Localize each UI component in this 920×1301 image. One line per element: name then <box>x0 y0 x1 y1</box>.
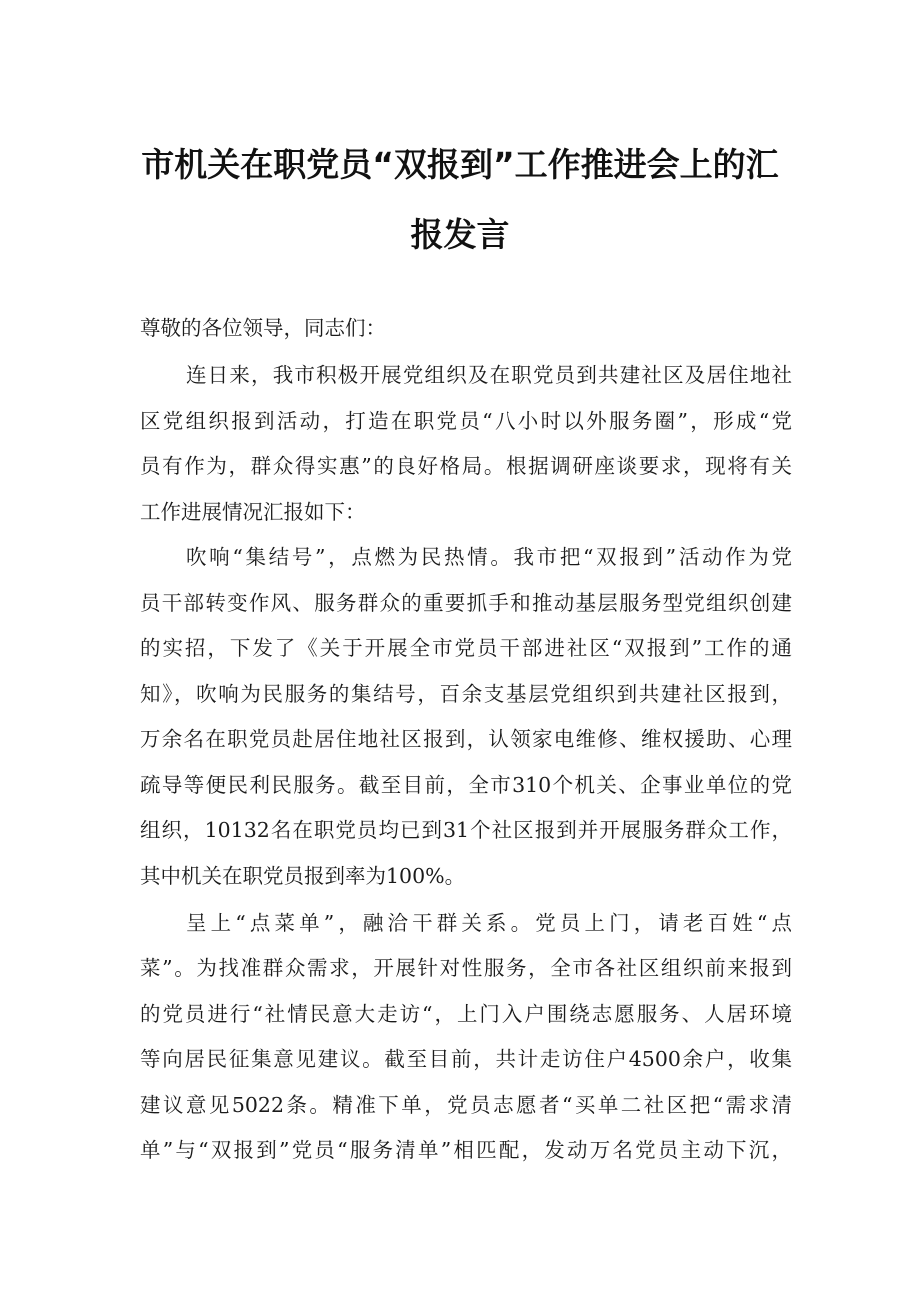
paragraph-2-line-2: 员干部转变作风、服务群众的重要抓手和推动基层服务型党组织创建 <box>140 591 792 615</box>
paragraph-3-line-4: 等向居民征集意见建议。截至目前，共计走访住户4500余户，收集 <box>140 1047 792 1071</box>
paragraph-3-line-2: 菜”。为找准群众需求，开展针对性服务，全市各社区组织前来报到 <box>140 956 792 980</box>
paragraph-1-line-3: 员有作为，群众得实惠”的良好格局。根据调研座谈要求，现将有关 <box>140 454 792 478</box>
paragraph-2-line-1: 吹响“集结号”，点燃为民热情。我市把“双报到”活动作为党 <box>186 545 792 569</box>
paragraph-1-line-4: 工作进展情况汇报如下： <box>140 500 366 524</box>
paragraph-3-line-6: 单”与“双报到”党员“服务清单”相匹配，发动万名党员主动下沉， <box>140 1138 792 1162</box>
paragraph-2-line-3: 的实招，下发了《关于开展全市党员干部进社区“双报到”工作的通 <box>140 636 792 660</box>
paragraph-2-line-8: 其中机关在职党员报到率为100%。 <box>140 864 466 888</box>
paragraph-3-line-1: 呈上“点菜单”，融洽干群关系。党员上门，请老百姓“点 <box>186 911 792 935</box>
document-title-line-2: 报发言 <box>410 215 510 254</box>
paragraph-2-line-7: 组织，10132名在职党员均已到31个社区报到并开展服务群众工作， <box>140 818 792 842</box>
paragraph-2-line-4: 知》，吹响为民服务的集结号，百余支基层党组织到共建社区报到， <box>140 682 792 706</box>
salutation: 尊敬的各位领导，同志们： <box>140 316 386 340</box>
paragraph-3-line-3: 的党员进行“社情民意大走访“，上门入户围绕志愿服务、人居环境 <box>140 1002 792 1026</box>
paragraph-1-line-1: 连日来，我市积极开展党组织及在职党员到共建社区及居住地社 <box>186 363 792 387</box>
paragraph-1-line-2: 区党组织报到活动，打造在职党员“八小时以外服务圈”，形成“党 <box>140 409 792 433</box>
paragraph-2-line-5: 万余名在职党员赴居住地社区报到，认领家电维修、维权援助、心理 <box>140 727 792 751</box>
document-title-line-1: 市机关在职党员“双报到”工作推进会上的汇 <box>141 145 779 184</box>
paragraph-2-line-6: 疏导等便民利民服务。截至目前，全市310个机关、企事业单位的党 <box>140 773 792 797</box>
paragraph-3-line-5: 建议意见5022条。精准下单，党员志愿者“买单二社区把“需求清 <box>140 1093 792 1117</box>
